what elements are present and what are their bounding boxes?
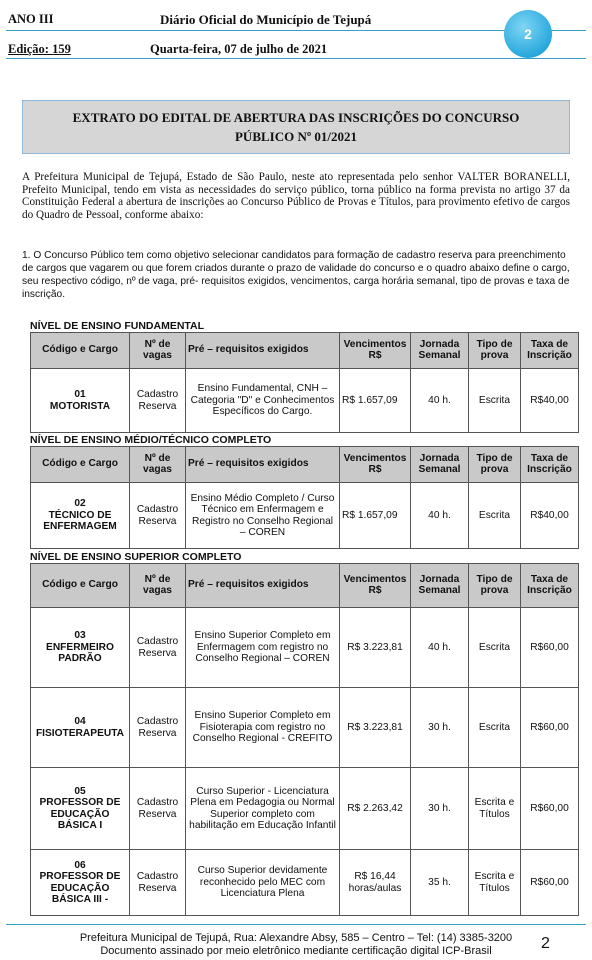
col-vagas: Nº de vagas (130, 564, 186, 608)
col-codigo: Código e Cargo (31, 447, 130, 483)
cargo-cell (31, 608, 130, 688)
jobs-table-superior (30, 563, 579, 916)
vagas-cell: Cadastro Reserva (130, 608, 186, 688)
publication-date: Quarta-feira, 07 de julho de 2021 (150, 42, 328, 56)
vencimentos-cell: R$ 1.657,09 (340, 483, 411, 549)
vencimentos-cell: R$ 2.263,42 (340, 768, 411, 850)
document-title-line1: EXTRATO DO EDITAL DE ABERTURA DAS INSCRIÇÕES DO CONCURSO (72, 110, 520, 125)
cargo-cell (31, 850, 130, 916)
col-tipo: Tipo de prova (469, 447, 521, 483)
edicao-label: Edição: 159 (8, 42, 71, 56)
document-title-line2: PÚBLICO Nº 01/2021 (234, 129, 358, 144)
col-prereq: Pré – requisitos exigidos (186, 447, 340, 483)
taxa-cell: R$40,00 (521, 369, 579, 433)
vagas-cell: Cadastro Reserva (130, 768, 186, 850)
taxa-cell: R$60,00 (521, 768, 579, 850)
cargo-code: 04 (74, 716, 86, 727)
col-taxa: Taxa de Inscrição (521, 333, 579, 369)
taxa-cell: R$60,00 (521, 608, 579, 688)
section-title: NÍVEL DE ENSINO SUPERIOR COMPLETO (30, 551, 242, 563)
table-row (31, 768, 579, 850)
vagas-cell: Cadastro Reserva (130, 688, 186, 768)
col-vagas: Nº de vagas (130, 333, 186, 369)
vagas-cell: Cadastro Reserva (130, 483, 186, 549)
tipo-cell: Escrita (469, 483, 521, 549)
col-taxa: Taxa de Inscrição (521, 564, 579, 608)
col-vencimentos: Vencimentos R$ (340, 447, 411, 483)
col-tipo: Tipo de prova (469, 564, 521, 608)
section-title: NÍVEL DE ENSINO MÉDIO/TÉCNICO COMPLETO (30, 434, 272, 446)
cargo-cell (31, 688, 130, 768)
taxa-cell: R$40,00 (521, 483, 579, 549)
jornada-cell: 40 h. (411, 483, 469, 549)
vagas-cell: Cadastro Reserva (130, 369, 186, 433)
vencimentos-cell: R$ 3.223,81 (340, 688, 411, 768)
jornada-cell: 40 h. (411, 369, 469, 433)
footer-signature-note: Documento assinado por meio eletrônico mediante certificação digital ICP-Brasil (100, 945, 492, 957)
col-vencimentos: Vencimentos R$ (340, 333, 411, 369)
cargo-code: 02 (74, 498, 86, 510)
item-1-paragraph: 1. O Concurso Público tem como objetivo selecionar candidatos para formação de cadastro reserva para preenchimento de cargos que vagarem ou que forem criados durante o prazo de validade do concurso e o quadro abaixo define o cargo, seu respectivo código, nº de vaga, pré- requisitos exigidos, vencimentos, carga horária semanal, tipo de provas e taxa de inscrição. (22, 250, 570, 300)
tipo-cell: Escrita e Títulos (469, 850, 521, 916)
section-title: NÍVEL DE ENSINO FUNDAMENTAL (30, 320, 205, 332)
intro-paragraph: A Prefeitura Municipal de Tejupá, Estado de São Paulo, neste ato representada pelo senhor VALTER BORANELLI, Prefeito Municipal, tendo em vista as necessidades do serviço público, torna público na forma prevista no artigo 37 da Constituição Federal a abertura de inscrições ao Concurso Público de Provas e Títulos, para provimento efetivo de cargos do Quadro de Pessoal, conforme abaixo: (22, 171, 570, 221)
col-vencimentos: Vencimentos R$ (340, 564, 411, 608)
prereq-cell: Ensino Fundamental, CNH – Categoria "D" e Conhecimentos Específicos do Cargo. (186, 369, 340, 433)
header-rule-bottom (6, 58, 586, 59)
cargo-cell (31, 369, 130, 433)
col-codigo: Código e Cargo (31, 564, 130, 608)
jornada-cell: 40 h. (411, 608, 469, 688)
col-prereq: Pré – requisitos exigidos (186, 564, 340, 608)
cargo-name: FISIOTERAPEUTA (35, 727, 125, 739)
table-row (31, 483, 579, 549)
col-taxa: Taxa de Inscrição (521, 447, 579, 483)
cargo-code: 06 (74, 859, 86, 871)
page-badge: 2 (504, 10, 552, 58)
document-title-box (22, 100, 570, 154)
header-rule-top (6, 30, 586, 31)
col-codigo: Código e Cargo (31, 333, 130, 369)
table-row (31, 608, 579, 688)
col-jornada: Jornada Semanal (411, 447, 469, 483)
col-jornada: Jornada Semanal (411, 333, 469, 369)
table-header-row (31, 564, 579, 608)
col-jornada: Jornada Semanal (411, 564, 469, 608)
table-row (31, 850, 579, 916)
table-header-row (31, 447, 579, 483)
tipo-cell: Escrita e Títulos (469, 768, 521, 850)
table-row (31, 369, 579, 433)
tipo-cell: Escrita (469, 369, 521, 433)
jornada-cell: 30 h. (411, 768, 469, 850)
footer-rule (6, 924, 586, 925)
tipo-cell: Escrita (469, 608, 521, 688)
taxa-cell: R$60,00 (521, 688, 579, 768)
footer-address: Prefeitura Municipal de Tejupá, Rua: Alexandre Absy, 585 – Centro – Tel: (14) 3385-3200 (79, 932, 513, 944)
jornada-cell: 30 h. (411, 688, 469, 768)
cargo-name: PROFESSOR DE EDUCAÇÃO BÁSICA III - (39, 871, 121, 905)
table-row (31, 688, 579, 768)
newspaper-title: Diário Oficial do Município de Tejupá (160, 12, 372, 27)
vencimentos-cell: R$ 16,44 horas/aulas (340, 850, 411, 916)
jobs-table-medio (30, 446, 579, 549)
prereq-cell: Curso Superior devidamente reconhecido pelo MEC com Licenciatura Plena (186, 850, 340, 916)
ano-label: ANO III (8, 12, 54, 26)
cargo-name: TÉCNICO DE ENFERMAGEM (43, 509, 117, 533)
prereq-cell: Ensino Superior Completo em Fisioterapia com registro no Conselho Regional - CREFITO (186, 688, 340, 768)
cargo-code: 03 (74, 630, 86, 642)
prereq-cell: Ensino Médio Completo / Curso Técnico em Enfermagem e Registro no Conselho Regional – COREN (186, 483, 340, 549)
jornada-cell: 35 h. (411, 850, 469, 916)
vencimentos-cell: R$ 1.657,09 (340, 369, 411, 433)
cargo-cell (31, 768, 130, 850)
prereq-cell: Curso Superior - Licenciatura Plena em Pedagogia ou Normal Superior completo com habilitação em Educação Infantil (186, 768, 340, 850)
prereq-cell: Ensino Superior Completo em Enfermagem com registro no Conselho Regional – COREN (186, 608, 340, 688)
cargo-name: ENFERMEIRO PADRÃO (46, 641, 114, 665)
cargo-code: 01 (74, 389, 86, 400)
taxa-cell: R$60,00 (521, 850, 579, 916)
col-prereq: Pré – requisitos exigidos (186, 333, 340, 369)
col-vagas: Nº de vagas (130, 447, 186, 483)
vagas-cell: Cadastro Reserva (130, 850, 186, 916)
cargo-name: MOTORISTA (49, 400, 111, 412)
table-header-row (31, 333, 579, 369)
col-tipo: Tipo de prova (469, 333, 521, 369)
vencimentos-cell: R$ 3.223,81 (340, 608, 411, 688)
jobs-table-fundamental (30, 332, 579, 433)
tipo-cell: Escrita (469, 688, 521, 768)
page-number: 2 (541, 935, 550, 952)
cargo-cell (31, 483, 130, 549)
cargo-code: 05 (74, 785, 86, 797)
cargo-name: PROFESSOR DE EDUCAÇÃO BÁSICA I (39, 797, 121, 831)
